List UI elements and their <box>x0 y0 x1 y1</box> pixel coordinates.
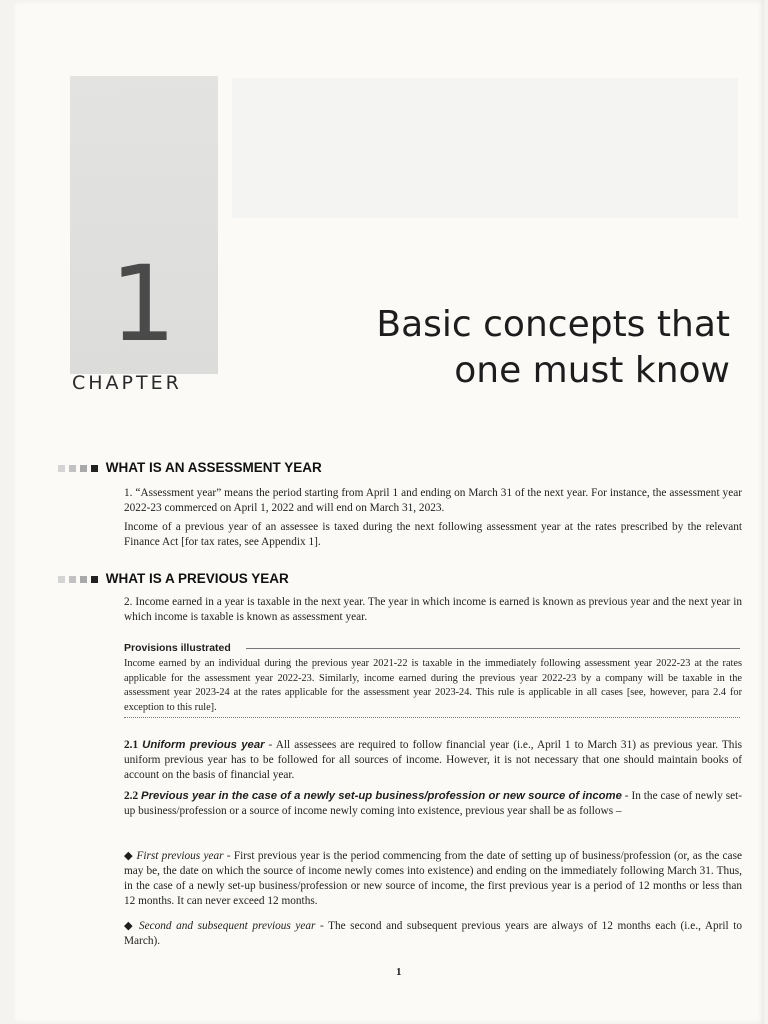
heading-marker-icon <box>91 465 98 472</box>
bullet-text: - The second and subsequent previous years are always of 12 months each (i.e., April to March). <box>124 920 742 947</box>
bullet-icon: ◆ <box>124 920 135 932</box>
chapter-title <box>310 302 730 394</box>
heading-marker-icon <box>80 576 87 583</box>
subsection-text: - All assessees are required to follow financial year (i.e., April 1 to March 31) as previous year. This uniform previous year has to be followed for all sources of income. However, it is not necessary that one should maintain books of account on the basis of financial year. <box>124 739 742 781</box>
bullet-first-previous-year <box>124 849 742 909</box>
bullet-lead: First previous year <box>136 850 224 862</box>
subsection-number: 2.2 <box>124 790 139 802</box>
bullet-text: - First previous year is the period commencing from the date of setting up of business/profession (or, as the case may be, the date on which the source of income newly comes into existence) and ending on the immediately following March 31. Thus, in the case of a newly set-up business/profession or new source of income, the first previous year is a period of 12 months or less than 12 months. It can never exceed 12 months. <box>124 850 742 907</box>
provisions-illustrated-title: Provisions illustrated <box>124 642 231 654</box>
chapter-number: 1 <box>110 243 177 365</box>
section-heading-text: WHAT IS AN ASSESSMENT YEAR <box>105 460 322 475</box>
page-number: 1 <box>396 966 402 978</box>
paragraph-2: 2. Income earned in a year is taxable in the next year. The year in which income is earned is known as previous year and the next year in which income is taxable is known as assessment year. <box>124 596 742 623</box>
paragraph-2-2 <box>124 789 742 819</box>
chapter-title-line-1: Basic concepts that <box>376 304 730 345</box>
heading-marker-icon <box>58 576 65 583</box>
subsection-heading: Uniform previous year <box>142 739 265 751</box>
heading-marker-icon <box>91 576 98 583</box>
section-heading-text: WHAT IS A PREVIOUS YEAR <box>105 571 289 586</box>
subsection-heading: Previous year in the case of a newly set-up business/profession or new source of income <box>141 790 622 802</box>
bullet-icon: ◆ <box>124 850 134 862</box>
chapter-title-line-2: one must know <box>454 350 730 391</box>
heading-marker-icon <box>80 465 87 472</box>
bullet-second-previous-year <box>124 919 742 949</box>
paragraph-1-continued: Income of a previous year of an assessee is taxed during the next following assessment year at the rates prescribed by the relevant Finance Act [for tax rates, see Appendix 1]. <box>124 521 742 548</box>
divider <box>246 648 740 649</box>
subsection-number: 2.1 <box>124 739 139 751</box>
subsection-text: - In the case of newly set-up business/profession or a source of income newly coming into existence, previous year shall be as follows – <box>124 790 743 817</box>
section-heading-assessment-year <box>58 460 322 475</box>
title-banner <box>232 78 738 218</box>
divider <box>124 717 740 718</box>
provisions-illustrated-text: Income earned by an individual during the previous year 2021-22 is taxable in the immediately following assessment year 2022-23 at the rates applicable for the assessment year 2022-23. Similarly, income earned during the previous year 2022-23 by a company will be taxable in the assessment year 2023-24 at the rates applicable for the assessment year 2023-24. This rule is applicable in all cases [see, however, para 2.4 for exception to this rule]. <box>124 658 742 713</box>
paragraph-2-1 <box>124 738 742 783</box>
chapter-label: CHAPTER <box>72 372 182 394</box>
heading-marker-icon <box>58 465 65 472</box>
paragraph-1: 1. “Assessment year” means the period starting from April 1 and ending on March 31 of the next year. For instance, the assessment year 2022-23 commerced on April 1, 2022 and will end on March 31, 2023. <box>124 487 742 514</box>
section-heading-previous-year <box>58 571 289 586</box>
heading-marker-icon <box>69 465 76 472</box>
bullet-lead: Second and subsequent previous year <box>138 920 316 932</box>
heading-marker-icon <box>69 576 76 583</box>
